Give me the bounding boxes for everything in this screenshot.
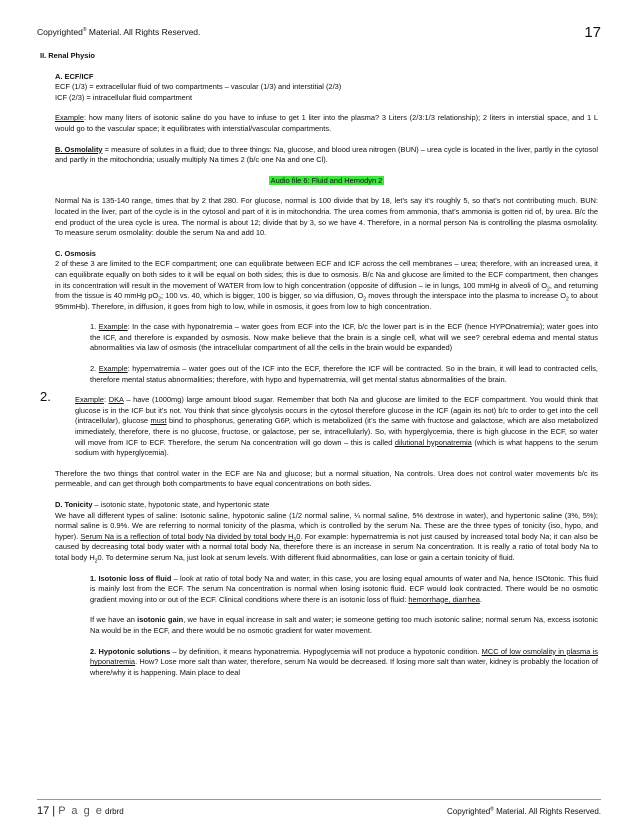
hypotonic-item: 2. Hypotonic solutions – by definition, it means hyponatremia. Hypoglycemia will not produce a hypotonic condition. MCC of low osmolality in plasma is hyponatremia. How? Lose more salt than water, therefore, serum Na would be decreased. If losing more salt than water, kidney is probably the location of where/why it is happening. Main place to deal bbox=[90, 646, 599, 677]
example-hyponatremia: 1. Example: In the case with hyponatremia – water goes from ECF into the ICF, b/c the lower part is in the ECF (hence HYPOnatremia); water goes into the ICF, and therefore is expanded by osmosis. Now make believe that the brain is a single cell, what will we see? cerebral edema and mental status abnormalities via law of osmosis (the intracellular compartment of all the cells in the brain would be expanded) bbox=[90, 322, 598, 353]
example-saline: Example: how many liters of isotonic saline do you have to infuse to get 1 liter into the plasma? 3 Liters (2/3:1/3 relationship); 2 liters in interstial space, and 1 L would go to the vascular space; it equilibrates with interstial/vascular compartments. bbox=[55, 113, 598, 133]
heading-osmosis: C. Osmosis bbox=[55, 248, 96, 258]
section-title: II. Renal Physio bbox=[40, 51, 95, 60]
header-page-number: 17 bbox=[584, 24, 601, 41]
section-a: A. ECF/ICF ECF (1/3) = extracellular fluid of two compartments – vascular (1/3) and interstitial (2/3) ICF (2/3) = intracellular fluid compartment Example: how many liters of isotonic saline do you have to infuse to get 1 liter into the plasma? 3 Liters (2/3:1/3 relationship); 2 liters in interstial space, and 1 L would go to the vascular space; it equilibrates with interstial/vascular compartments. B. Osmolality = measure of solutes in a fluid; due to three things: Na, glucose, and blood urea nitrogen (BUN) – urea cycle is located in the liver, partly in the cytosol and partly in the mitochondria; usually multiply Na times 2 (b/c one Na and one Cl). Audio file 6: Fluid and Hemodyn 2 Normal Na is 135-140 range, times that by 2 that 280. For glucose, normal is 100 divide that by 18, let’s say it’s roughly 5, so that’s not contributing much. BUN: located in the liver, part of the cycle is in the cytosol and part of it is in mitochondria. The urea comes from ammonia, that’s ammonia is gotten rid of, by urea. B/c the end product of the urea cycle is urea. The normal is about 12; divide that by 3, so we have 4. Therefore, in a normal person Na is controlling the plasma osmolality. To measure serum osmolality: double the serum Na and add 10. C. Osmosis 2 of these 3 are limited to the ECF compartment; one can equilibrate between ECF and ICF across the cell membranes – urea; therefore, with an increased urea, it can equilibrate equally on both sides to it will be equal on both sides; this is due to osmosis. B/c Na and glucose are limited to the ECF compartment, then changes in its concentration will result in the movement of WATER from low to high concentration (opposite of diffusion – ie in lungs, 100 mmHg in alveoli of $O_2$, and returning from the tissue is 40 mmHg $pO_2$; 100 vs. 40, which is bigger, 100 is bigger, so via diffusion, $O_2$ moves through the interspace into the plasma to increase $O_2$ to about 95mmHb). Therefore, in diffusion, it goes from high to low, while in osmosis, it goes from low to high concentration. 1. Example: In the case with hyponatremia – water goes from ECF into the ICF, b/c the lower part is in the ECF (hence HYPOnatremia); water goes into the ICF, and therefore is expanded by osmosis. Now make believe that the brain is a single cell, what will we see? cerebral edema and mental status abnormalities via law of osmosis (the intracellular compartment of all the cells in the brain would be expanded) 2. Example: hypernatremia – water goes out of the ICF into the ECF, therefore the ICF will be contracted. So in the brain, it will lead to contracted cells, therefore mental status abnormalities; therefore, with hypo and hypernatremia, will get mental status abnormalities of the brain. 2. Example: DKA – have (1000mg) large amount blood sugar. Remember that both Na and glucose are limited to the ECF compartment. You would think that glucose is in the ICF but it’s not. You think that since glycolysis occurs in the cytosol therefore glucose in the ICF (again its not) b/c to order to get into the cell (intracellular), glucose must bind to phosphorus, generating G6P, which is metabolized (it’s the same with fructose and galactose, which are also metabolized immediately, therefore, there is no glucose, fructose, or galactose, per se, intracellularly). So, with hyperglycemia, there is high glucose in the ECF, so water will move from ICF to ECF. Therefore, the serum Na concentration will go down – this is called dilutional hyponatremia (which is what happens to the serum sodium with hyperglycemia). Therefore the two things that control water in the ECF are Na and glucose; but a normal situation, Na controls. Urea does not control water movements b/c its permeable, and can get through both compartments to have equal concentrations on both sides. D. Tonicity – isotonic state, hypotonic state, and hypertonic state We have all different types of saline: Isotonic saline, hypotonic saline (1/2 normal saline, ¼ normal saline, 5% dextrose in water), and hypertonic saline (3%, 5%); normal saline is 0.9%. We are referring to normal tonicity of the plasma, which is controlled by the serum Na. These are the three types of tonicity (iso, hypo, and hyper). Serum Na is a reflection of total body Na divided by total body $H_20$. For example: hypernatremia is not just caused by increased total body Na; it can also be caused by decreasing total body water with a normal total body Na, therefore there is an increase in serum Na concentration. It is really a ratio of total body Na to total body $H_20$. To determine serum Na, just look at serum levels. With different fluid abnormalities, can lose or gain a certain tonicity of fluid. 1. Isotonic loss of fluid – look at ratio of total body Na and water; in this case, you are losing equal amounts of water and Na, hence ISOtonic. This fluid is mainly lost from the ECF. The serum Na concentration is normal when losing isotonic fluid. ECF would look contracted. There would be no osmotic gradient moving into or out of the ECF. Clinical conditions where there is an isotonic loss of fluid: hemorrhage, diarrhea. If we have an isotonic gain, we have in equal increase in salt and water; ie someone getting too much isotonic saline; normal serum Na, excess isotonic Na would be in the ECF, and there would be no osmotic gradient for water movement. 2. Hypotonic solutions – by definition, it means hyponatremia. Hypoglycemia will not produce a hypotonic condition. MCC of low osmolality in plasma is hyponatremia. How? Lose more salt than water, therefore, serum Na would be decreased. If losing more salt than water, kidney is probably the location of where/why it is happening. Main place to deal bbox=[40, 71, 599, 677]
isotonic-loss-item: 1. Isotonic loss of fluid – look at ratio of total body Na and water; in this case, you are losing equal amounts of water and Na, hence ISOtonic. This fluid is mainly lost from the ECF. The serum Na concentration is normal when losing isotonic fluid. ECF would look contracted. There would be no osmotic gradient moving into or out of the ECF. Clinical conditions where there is an isotonic loss of fluid: hemorrhage, diarrhea. bbox=[90, 573, 598, 604]
header-copyright: Copyrighted® Material. All Rights Reserved. bbox=[37, 27, 201, 37]
footer-copyright: Copyrighted® Material. All Rights Reserved. bbox=[447, 806, 601, 816]
page-footer bbox=[37, 799, 601, 818]
osmosis-examples bbox=[55, 322, 598, 385]
audio-file-label: Audio file 6: Fluid and Hemodyn 2 bbox=[270, 175, 383, 185]
normal-na-paragraph: Normal Na is 135-140 range, times that by 2 that 280. For glucose, normal is 100 divide that by 18, let’s say it’s roughly 5, so that’s not contributing much. BUN: located in the liver, part of the cycle is in the cytosol and part of it is in mitochondria. The urea comes from ammonia, that’s ammonia is gotten rid of, by urea. B/c the end product of the urea cycle is urea. The normal is about 12; divide that by 3, so we have 4. Therefore, in a normal person Na is controlling the plasma osmolality. To measure serum osmolality: double the serum Na and add 10. bbox=[55, 196, 598, 238]
footer-author: drbrd bbox=[105, 807, 124, 816]
example-hypernatremia: 2. Example: hypernatremia – water goes out of the ICF into the ECF, therefore the ICF will be contracted. So in the brain, it will lead to contracted cells, therefore mental status abnormalities; therefore, with hypo and hypernatremia, will get mental status abnormalities of the brain. bbox=[90, 364, 598, 384]
footer-page-number: 17 | P a g e bbox=[37, 805, 104, 817]
water-control-paragraph: Therefore the two things that control water in the ECF are Na and glucose; but a normal situation, Na controls. Urea does not control water movements b/c its permeable, and can get through both compartments to have equal concentrations on both sides. bbox=[55, 468, 598, 489]
tonicity-list bbox=[55, 574, 598, 679]
heading-ecf-icf: A. ECF/ICF bbox=[55, 71, 94, 81]
osmosis-paragraph: 2 of these 3 are limited to the ECF compartment; one can equilibrate between ECF and ICF across the cell membranes – urea; therefore, with an increased urea, it can equilibrate equally on both sides to it will be equal on both sides; this is due to osmosis. B/c Na and glucose are limited to the ECF compartment, then changes in its concentration will result in the movement of WATER from low to high concentration (opposite of diffusion – ie in lungs, 100 mmHg in alveoli of $O_2$, and returning from the tissue is 40 mmHg $pO_2$; 100 vs. 40, which is bigger, 100 is bigger, so via diffusion, $O_2$ moves through the interspace into the plasma to increase $O_2$ to about 95mmHb). Therefore, in diffusion, it goes from high to low, while in osmosis, it goes from low to high concentration. bbox=[55, 259, 599, 311]
example-dka: 2. Example: DKA – have (1000mg) large amount blood sugar. Remember that both Na and glucose are limited to the ECF compartment. You would think that glucose is in the ICF but it’s not. You think that since glycolysis occurs in the cytosol therefore glucose in the ICF (again its not) b/c to order to get into the cell (intracellular), glucose must bind to phosphorus, generating G6P, which is metabolized (it’s the same with fructose and galactose, which are also metabolized immediately, therefore, there is no glucose, fructose, or galactose, per se, intracellularly). So, with hyperglycemia, there is high glucose in the ECF, so water will move from ICF to ECF. Therefore, the serum Na concentration will go down – this is called dilutional hyponatremia (which is what happens to the serum sodium with hyperglycemia). bbox=[40, 389, 599, 458]
list-number: 2. bbox=[40, 389, 51, 405]
osmolality-paragraph: B. Osmolality = measure of solutes in a fluid; due to three things: Na, glucose, and blood urea nitrogen (BUN) – urea cycle is located in the liver, partly in the cytosol and partly in the mitochondria; usually multiply Na times 2 (b/c one Na and one Cl). bbox=[55, 144, 598, 165]
ecf-definition: ECF (1/3) = extracellular fluid of two compartments – vascular (1/3) and interstitial (2/3) bbox=[55, 82, 342, 92]
icf-definition: ICF (2/3) = intracellular fluid compartment bbox=[55, 92, 193, 102]
page-header bbox=[37, 24, 601, 44]
document-body bbox=[40, 51, 598, 678]
tonicity-paragraph: We have all different types of saline: Isotonic saline, hypotonic saline (1/2 normal saline, ¼ normal saline, 5% dextrose in water), and hypertonic saline (3%, 5%); normal saline is 0.9%. We are referring to normal tonicity of the plasma, which is controlled by the serum Na. These are the three types of tonicity (iso, hypo, and hyper). Serum Na is a reflection of total body Na divided by total body $H_20$. For example: hypernatremia is not just caused by increased total body Na; it can also be caused by decreasing total body water with a normal total body Na, therefore there is an increase in serum Na concentration. It is really a ratio of total body Na to total body $H_20$. To determine serum Na, just look at serum levels. With different fluid abnormalities, can lose or gain a certain tonicity of fluid. bbox=[55, 510, 598, 565]
heading-tonicity: D. Tonicity bbox=[55, 500, 93, 509]
isotonic-gain-item: If we have an isotonic gain, we have in equal increase in salt and water; ie someone getting too much isotonic saline; normal serum Na, excess isotonic Na would be in the ECF, and there would be no osmotic gradient for water movement. bbox=[90, 615, 598, 635]
